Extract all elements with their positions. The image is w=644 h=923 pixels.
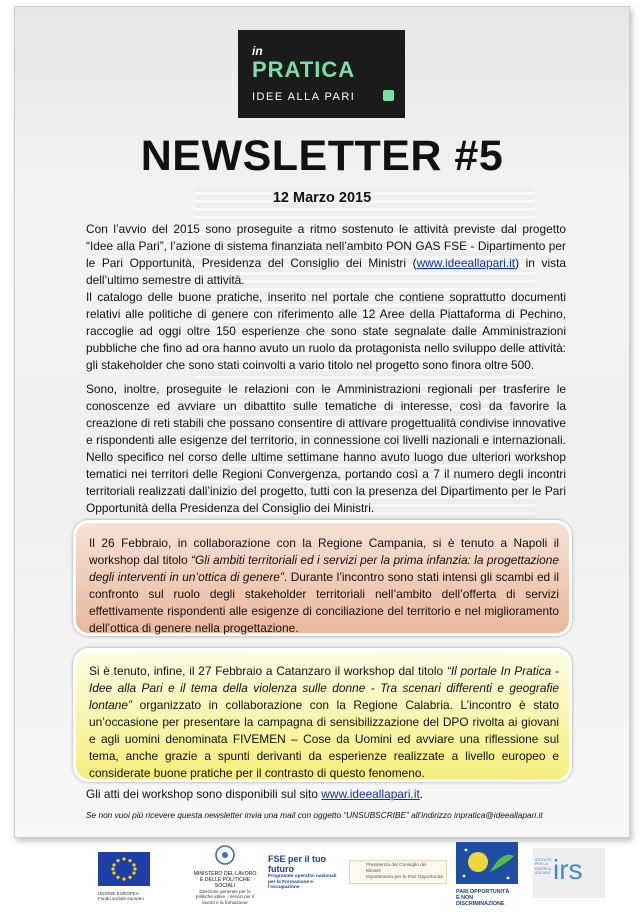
logo-tagline: IDEE ALLA PARI xyxy=(252,91,356,103)
in-pratica-logo xyxy=(238,30,405,118)
site-link[interactable]: www.ideeallapari.it xyxy=(416,256,516,270)
unsubscribe-note: Se non vuoi più ricevere questa newsletter invia una mail con oggetto “UNSUBSCRIBE” all’indirizzo inpratica@ideeallapari.it xyxy=(86,810,543,820)
napoli-workshop-box: Il 26 Febbraio, in collaborazione con la Regione Campania, si è tenuto a Napoli il workshop dal titolo “Gli ambiti territoriali ed i servizi per la prima infanzia: la progettazione degli interventi in un’ottica di genere”. Durante l’incontro sono stati intensi gli scambi ed il confronto sul ruolo degli stakeholder territoriali nell’ambito dell’offerta di servizi effettivamente rispondenti alle esigenze di conciliazione del territorio e nel miglioramento dell’ottica di genere nella progettazione. xyxy=(73,520,572,636)
logo-prefix: in xyxy=(252,44,263,58)
intro-paragraph-3: Sono, inoltre, proseguite le relazioni con le Amministrazioni regionali per trasferire le conoscenze ed avviare un dibattito sulle tematiche di interesse, così da favorire la creazione di reti stabili che possano consentire di attivare progettualità condivise innovative e rispondenti alle esigenze del territorio, in connessione coi livelli nazionali e internazionali. Nello specifico nel corso delle ultime settimane hanno avuto luogo due ulteriori workshop tematici nei territori delle Regioni Convergenza, portando così a 7 il numero degli incontri territoriali realizzati dall’inizio del progetto, tutti con la presenza del Dipartimento per le Pari Opportunità della Presidenza del Consiglio dei Ministri. xyxy=(86,382,566,515)
catanzaro-workshop-box: Si è tenuto, infine, il 27 Febbraio a Catanzaro il workshop dal titolo “Il portale In Pratica - Idee alla Pari e il tema della violenza sulle donne - Tra scenari differenti e geografie lontane” organizzato in collaborazione con la Regione Calabria. L’incontro è stato un’occasione per presentare la campagna di sensibilizzazione del DPO rivolta ai giovani e agli uomini denominata FIVEMEN – Cose da Uomini ed avviare una riflessione sul tema, anche grazie a spunti derivanti da esperienze realizzate a livello europeo e considerate buone pratiche per il contrasto di questo fenomeno. xyxy=(73,648,572,782)
eu-logo: UNIONE EUROPEA Fondo sociale europeo xyxy=(98,852,152,901)
eu-flag-icon xyxy=(98,852,150,886)
speech-bubble-icon xyxy=(383,90,394,101)
closing-line: Gli atti dei workshop sono disponibili sul sito www.ideeallapari.it. xyxy=(86,787,424,801)
footer-logos xyxy=(0,840,644,923)
irs-logo: ISTITUTO PER LA RICERCA SOCIALE irs xyxy=(533,848,605,898)
newsletter-title: NEWSLETTER #5 xyxy=(140,132,504,180)
ministero-logo: MINISTERO DEL LAVORO E DELLE POLITICHE SOCIALI Direzione generale per le politiche attive, i servizi per il lavoro e la formazione xyxy=(192,844,258,905)
newsletter-date: 12 Marzo 2015 xyxy=(272,190,372,206)
regions-text xyxy=(86,381,566,517)
intro-text xyxy=(86,221,566,374)
pari-opportunita-emblem-icon xyxy=(456,842,518,884)
pari-opportunita-logo: PARI OPPORTUNITÀ E NON DISCRIMINAZIONE xyxy=(456,842,522,907)
closing-site-link[interactable]: www.ideeallapari.it xyxy=(321,787,420,801)
logo-name: PRATICA xyxy=(252,57,356,82)
ministero-emblem-icon xyxy=(213,844,237,866)
fse-logo: FSE per il tuo futuro Programmi operativi nazionali per la Formazione e l'occupazione xyxy=(268,854,337,891)
intro-paragraph-2: Il catalogo delle buone pratiche, inserito nel portale che contiene soprattutto documenti relativi alle politiche di genere con riferimento alle 12 Aree della Piattaforma di Pechino, raccoglie ad oggi oltre 150 esperienze che sono state segnalate dalle Amministrazioni pubbliche che fino ad ora hanno avuto un ruolo da protagonista nello sviluppo delle attività: gli stakeholder che sono stati coinvolti a vario titolo nel progetto sono finora oltre 500. xyxy=(86,290,566,372)
intro-paragraph-1: Con l’avvio del 2015 sono proseguite a ritmo sostenuto le attività previste dal progetto “Idee alla Pari”, l’azione di sistema finanziata nell’ambito PON GAS FSE - Dipartimento per le Pari Opportunità, Presidenza del Consiglio dei Ministri (www.ideeallapari.it) in vista dell’ultimo semestre di attività. xyxy=(86,222,566,287)
presidenza-logo: Presidenza del Consiglio dei Ministri Dipartimento per le Pari Opportunità xyxy=(349,860,447,884)
